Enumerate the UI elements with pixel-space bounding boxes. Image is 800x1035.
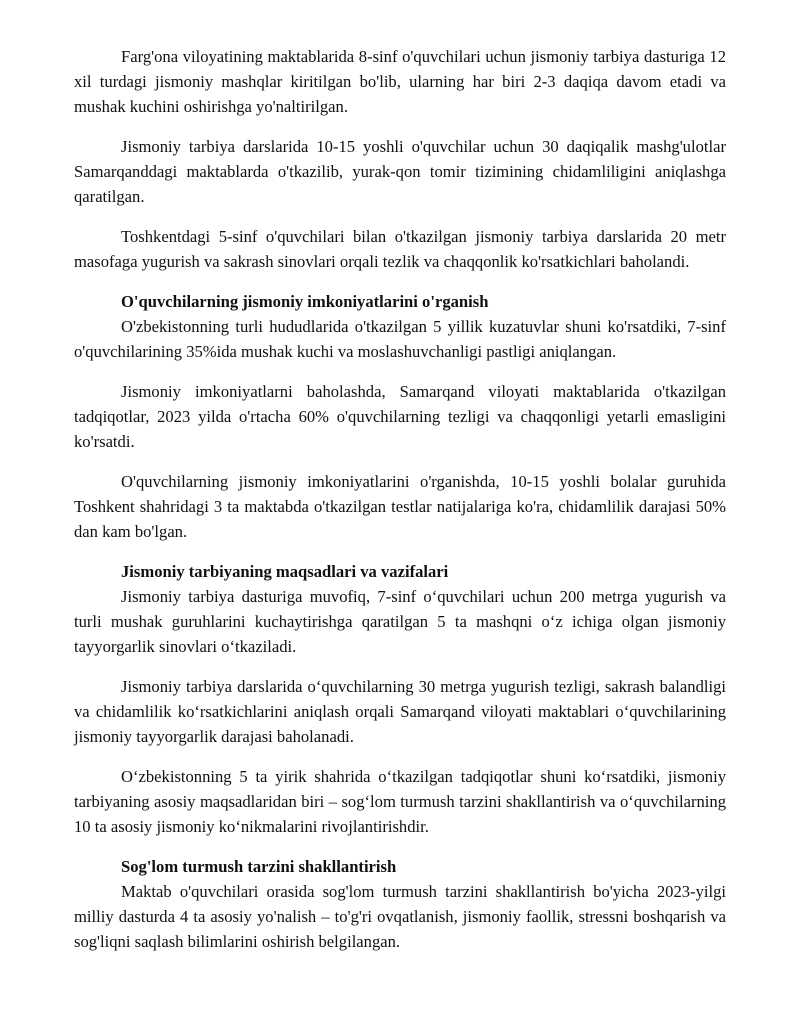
body-paragraph: Jismoniy tarbiya darslarida oʻquvchilarning 30 metrga yugurish tezligi, sakrash balandligi va chidamlilik koʻrsatkichlarini aniqlash orqali Samarqand viloyati maktablari oʻquvchilarining jismoniy tayyorgarlik darajasi baholanadi. <box>74 677 726 746</box>
body-paragraph: O'zbekistonning turli hududlarida o'tkazilgan 5 yillik kuzatuvlar shuni ko'rsatdiki, 7-sinf o'quvchilarining 35%ida mushak kuchi va moslashuvchanligi pastligi aniqlangan. <box>74 317 726 361</box>
body-paragraph: Oʻzbekistonning 5 ta yirik shahrida oʻtkazilgan tadqiqotlar shuni koʻrsatdiki, jismoniy tarbiyaning asosiy maqsadlaridan biri – sogʻlom turmush tarzini shakllantirish va oʻquvchilarning 10 ta asosiy jismoniy koʻnikmalarini rivojlantirishdir. <box>74 767 726 836</box>
body-paragraph: Jismoniy imkoniyatlarni baholashda, Samarqand viloyati maktablarida o'tkazilgan tadqiqotlar, 2023 yilda o'rtacha 60% o'quvchilarning tezligi va chaqqonligi yetarli emasligini ko'rsatdi. <box>74 382 726 451</box>
body-paragraph: O'quvchilarning jismoniy imkoniyatlarini o'rganishda, 10-15 yoshli bolalar guruhida Toshkent shahridagi 3 ta maktabda o'tkazilgan testlar natijalariga ko'ra, chidamlilik darajasi 50% dan kam bo'lgan. <box>74 472 726 541</box>
section-physical-capabilities <box>74 289 726 544</box>
body-paragraph: Maktab o'quvchilari orasida sog'lom turmush tarzini shakllantirish bo'yicha 2023-yilgi milliy dasturda 4 ta asosiy yo'nalish – to'g'ri ovqatlanish, jismoniy faollik, stressni boshqarish va sog'liqni saqlash bilimlarini oshirish belgilangan. <box>74 882 726 951</box>
body-paragraph: Jismoniy tarbiya dasturiga muvofiq, 7-sinf oʻquvchilari uchun 200 metrga yugurish va turli mushak guruhlarini kuchaytirishga qaratilgan 5 ta mashqni oʻz ichiga olgan jismoniy tayyorgarlik sinovlari oʻtkaziladi. <box>74 587 726 656</box>
section-heading: Sog'lom turmush tarzini shakllantirish <box>121 857 397 876</box>
section-healthy-lifestyle <box>74 854 726 954</box>
section-heading: Jismoniy tarbiyaning maqsadlari va vazifalari <box>121 562 449 581</box>
body-paragraph: Toshkentdagi 5-sinf o'quvchilari bilan o'tkazilgan jismoniy tarbiya darslarida 20 metr masofaga yugurish va sakrash sinovlari orqali tezlik va chaqqonlik ko'rsatkichlari baholandi. <box>74 227 726 271</box>
body-paragraph: Farg'ona viloyatining maktablarida 8-sinf o'quvchilari uchun jismoniy tarbiya dasturiga 12 xil turdagi jismoniy mashqlar kiritilgan bo'lib, ularning har biri 2-3 daqiqa davom etadi va mushak kuchini oshirishga yo'naltirilgan. <box>74 47 726 116</box>
body-paragraph: Jismoniy tarbiya darslarida 10-15 yoshli o'quvchilar uchun 30 daqiqalik mashg'ulotlar Samarqanddagi maktablarda o'tkazilib, yurak-qon tomir tizimining chidamliligini aniqlashga qaratilgan. <box>74 137 726 206</box>
section-goals-tasks <box>74 559 726 839</box>
section-heading: O'quvchilarning jismoniy imkoniyatlarini o'rganish <box>121 292 489 311</box>
